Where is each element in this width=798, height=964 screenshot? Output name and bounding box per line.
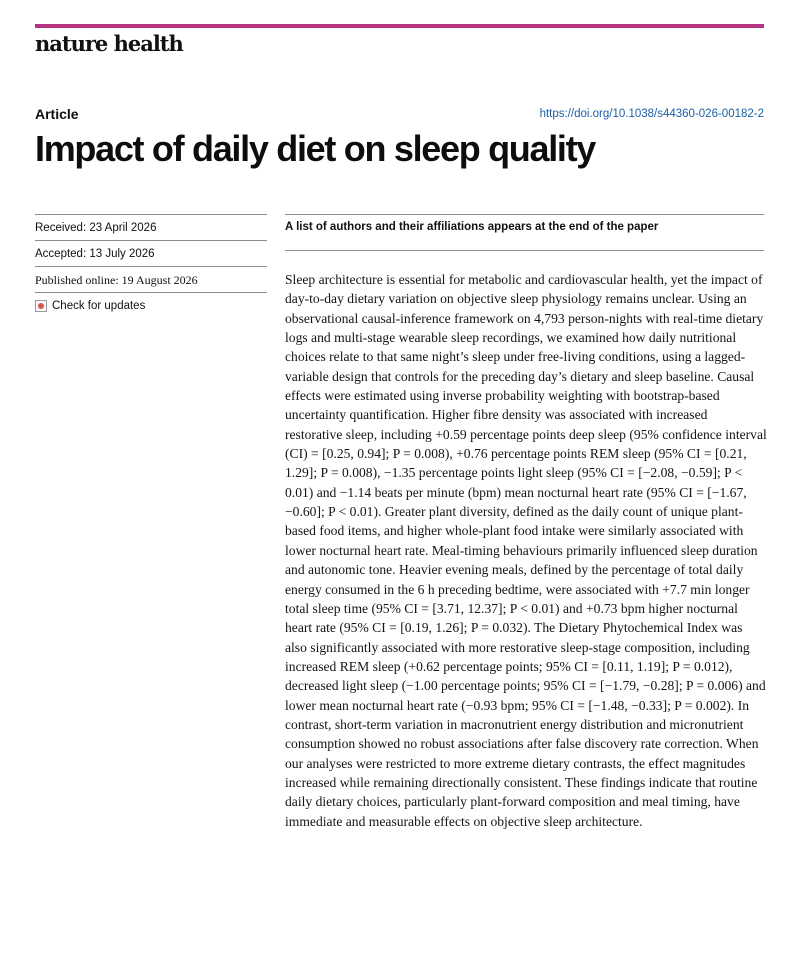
abstract-text: Sleep architecture is essential for metabolic and cardiovascular health, yet the impact of day-to-day dietary variation on objective sleep physiology remains unclear. Using an observational causal-inference framework on 4,793 person-nights with real-time dietary logs and multi-stage wearable sleep recordings, we examined how daily nutritional choices relate to that same night’s sleep under free-living conditions, using a lagged-variable design that controls for the preceding day’s dietary and sleep baseline. Causal effects were estimated using inverse probability weighting with bootstrap-based uncertainty quantification. Higher fibre density was associated with increased restorative sleep, including +0.59 percentage points deep sleep (95% confidence interval (CI) = [0.25, 0.94]; P = 0.008), +0.76 percentage points REM sleep (95% CI = [0.21, 1.29]; P = 0.008), −1.35 percentage points light sleep (95% CI = [−2.08, −0.59]; P < 0.01) and −1.14 beats per minute (bpm) mean nocturnal heart rate (95% CI = [−1.67, −0.60]; P < 0.01). Greater plant diversity, defined as the daily count of unique plant-based food items, and higher whole-plant food intake were similarly associated with lower nocturnal heart rate. Meal-timing behaviours primarily influenced sleep duration and autonomic tone. Heavier evening meals, defined by the percentage of total daily energy consumed in the 6 h preceding bedtime, were associated with +7.7 min longer total sleep time (95% CI = [3.71, 12.37]; P < 0.01) and +0.73 bpm higher nocturnal heart rate (95% CI = [0.19, 1.26]; P = 0.032). The Dietary Phytochemical Index was also significantly associated with more restorative sleep-stage composition, including increased REM sleep (+0.62 percentage points; 95% CI = [0.11, 1.19]; P = 0.012), decreased light sleep (−1.00 percentage points; 95% CI = [−1.79, −0.28]; P = 0.006) and lower mean nocturnal heart rate (−0.93 bpm; 95% CI = [−1.48, −0.33]; P = 0.002). In contrast, short-term variation in macronutrient energy distribution and micronutrient consumption showed no robust associations after false discovery rate correction. When our analyses were restricted to more extreme dietary contrasts, the effect magnitudes increased while remaining directionally consistent. These findings indicate that routine daily dietary choices, particularly plant-forward composition and meal timing, have immediate and measurable effects on objective sleep architecture.: [285, 272, 767, 829]
article-meta: [35, 214, 267, 318]
accepted-date: Accepted: 13 July 2026: [35, 240, 267, 266]
authors-note-block: [285, 214, 764, 251]
check-for-updates-icon: [35, 300, 47, 312]
journal-name: nature health: [35, 31, 183, 56]
authors-note: A list of authors and their affiliations appears at the end of the paper: [285, 214, 764, 251]
check-for-updates-label: Check for updates: [52, 299, 146, 312]
received-date: Received: 23 April 2026: [35, 214, 267, 240]
published-date: Published online: 19 August 2026: [35, 266, 267, 292]
journal-accent-rule: [35, 24, 764, 28]
article-title: Impact of daily diet on sleep quality: [35, 128, 596, 169]
doi-link[interactable]: https://doi.org/10.1038/s44360-026-00182-2: [539, 108, 764, 120]
check-for-updates-button[interactable]: [35, 292, 267, 318]
article-type: Article: [35, 106, 79, 122]
